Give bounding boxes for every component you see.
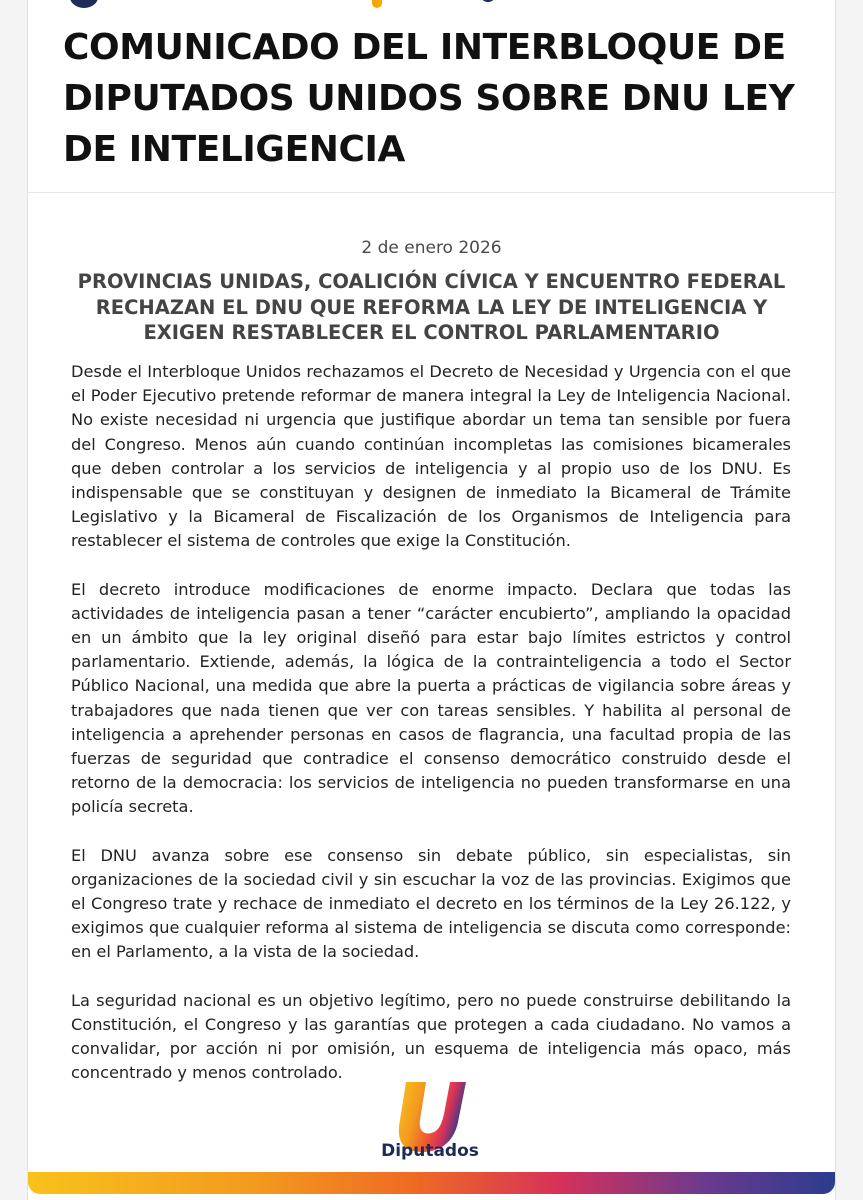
subheadline: PROVINCIAS UNIDAS, COALICIÓN CÍVICA Y ENCUENTRO FEDERAL RECHAZAN EL DNU QUE REFORMA LA LEY DE INTELIGENCIA Y EXIGEN RESTABLECER EL CONTROL PARLAMENTARIO (77, 270, 786, 344)
paragraph: Desde el Interbloque Unidos rechazamos el Decreto de Necesidad y Urgencia con el que el Poder Ejecutivo pretende reformar de manera integral la Ley de Inteligencia Nacional. No existe necesidad ni urgencia que justifique abordar un tema tan sensible por fuera del Congreso. Menos aún cuando continúan incompletas las comisiones bicamerales que deben controlar a los servicios de inteligencia y al propio uso de los DNU. Es indispensable que se constituyan y designen de inmediato la Bicameral de Trámite Legislativo y la Bicameral de Fiscalización de los Organismos de Inteligencia para restablecer el sistema de controles que exige la Constitución. (71, 362, 791, 551)
article-body (71, 360, 791, 1109)
publication-date: 2 de enero 2026 (361, 238, 502, 258)
paragraph: El DNU avanza sobre ese consenso sin debate público, sin especialistas, sin organizaciones de la sociedad civil y sin escuchar la voz de las provincias. Exigimos que el Congreso trate y rechace de inmediato el decreto en los términos de la Ley 26.122, y exigimos que cualquier reforma al sistema de inteligencia se discuta como corresponde: en el Parlamento, a la vista de la sociedad. (71, 845, 791, 962)
paragraph: La seguridad nacional es un objetivo legítimo, pero no puede construirse debilitando la Constitución, el Congreso y las garantías que protegen a cada ciudadano. No vamos a convalidar, por acción ni por omisión, un esquema de inteligencia más opaco, más concentrado y menos controlado. (71, 990, 791, 1083)
brand-gradient-bar (28, 1172, 835, 1194)
paragraph: El decreto introduce modificaciones de enorme impacto. Declara que todas las actividades de inteligencia pasan a tener “carácter encubierto”, ampliando la opacidad en un ámbito que la ley original diseñó para estar bajo límites estrictos y control parlamentario. Extiende, además, la lógica de la contrainteligencia a todo el Sector Público Nacional, una medida que abre la puerta a prácticas de vigilancia sobre áreas y trabajadores que nada tienen que ver con tareas sensibles. Y habilita al personal de inteligencia a aprehender personas en casos de flagrancia, una facultad propia de las fuerzas de seguridad que contradice el consenso democrático construido desde el retorno de la democracia: los servicios de inteligencia no pueden transformarse en una policía secreta. (71, 579, 791, 817)
logo-label: Diputados (381, 1141, 479, 1161)
divider (28, 192, 835, 193)
page-title: COMUNICADO DEL INTERBLOQUE DE DIPUTADOS UNIDOS SOBRE DNU LEY DE INTELIGENCIA (63, 27, 795, 170)
